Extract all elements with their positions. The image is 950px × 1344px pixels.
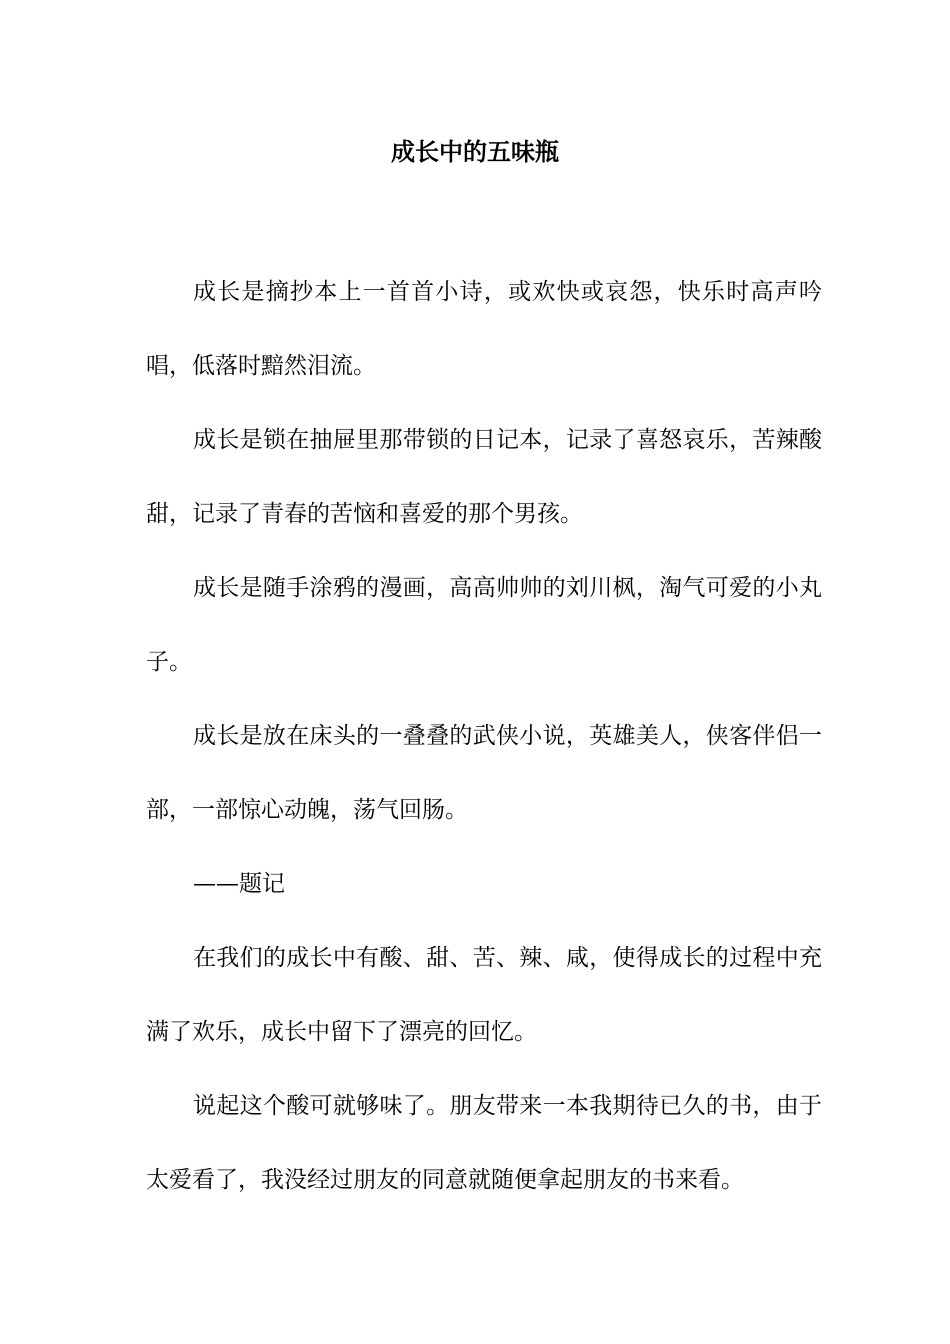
document-title: 成长中的五味瓶 xyxy=(391,137,559,166)
paragraph-2: 成长是锁在抽屉里那带锁的日记本，记录了喜怒哀乐，苦辣酸甜，记录了青春的苦恼和喜爱的那个男孩。 xyxy=(146,427,822,527)
epigraph-attribution: ——题记 xyxy=(193,871,285,897)
paragraph-4: 成长是放在床头的一叠叠的武侠小说，英雄美人，侠客伴侣一部，一部惊心动魄，荡气回肠。 xyxy=(146,723,822,823)
paragraph-5: 在我们的成长中有酸、甜、苦、辣、咸，使得成长的过程中充满了欢乐，成长中留下了漂亮的回忆。 xyxy=(146,945,822,1045)
paragraph-3: 成长是随手涂鸦的漫画，高高帅帅的刘川枫，淘气可爱的小丸子。 xyxy=(146,575,822,675)
document-body xyxy=(146,255,822,1217)
paragraph-1: 成长是摘抄本上一首首小诗，或欢快或哀怨，快乐时高声吟唱，低落时黯然泪流。 xyxy=(146,279,822,379)
paragraph-6: 说起这个酸可就够味了。朋友带来一本我期待已久的书，由于太爱看了，我没经过朋友的同意就随便拿起朋友的书来看。 xyxy=(146,1093,822,1193)
